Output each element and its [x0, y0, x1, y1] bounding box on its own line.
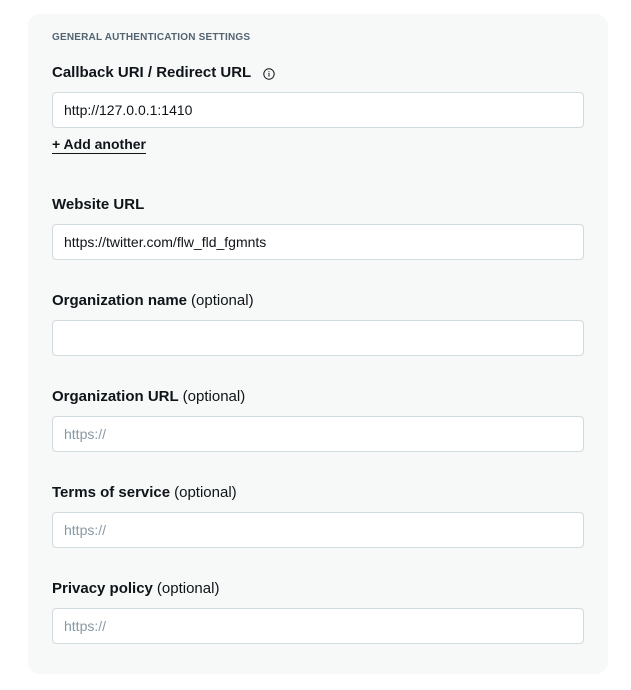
website-url-label: Website URL: [52, 196, 145, 213]
optional-tag: (optional): [182, 388, 246, 405]
privacy-policy-label-row: [52, 580, 219, 597]
privacy-policy-input[interactable]: [52, 608, 584, 644]
organization-name-input[interactable]: [52, 320, 584, 356]
section-title: GENERAL AUTHENTICATION SETTINGS: [52, 32, 251, 43]
optional-tag: (optional): [156, 580, 220, 597]
organization-url-label-row: [52, 388, 245, 405]
optional-tag: (optional): [174, 484, 237, 501]
website-url-input[interactable]: [52, 224, 584, 260]
organization-name-label-row: [52, 292, 254, 309]
organization-url-label: Organization URL: [52, 388, 179, 405]
callback-uri-label-row: [52, 64, 275, 81]
organization-url-input[interactable]: [52, 416, 584, 452]
callback-uri-input[interactable]: [52, 92, 584, 128]
terms-of-service-label-row: [52, 484, 237, 501]
organization-name-label: Organization name: [52, 292, 188, 309]
authentication-settings-panel: [28, 14, 608, 674]
website-url-label-row: [52, 196, 144, 213]
add-another-link[interactable]: + Add another: [52, 136, 146, 152]
callback-uri-label: Callback URI / Redirect URL: [52, 64, 252, 81]
terms-of-service-input[interactable]: [52, 512, 584, 548]
privacy-policy-label: Privacy policy: [52, 580, 153, 597]
terms-of-service-label: Terms of service: [52, 484, 171, 501]
info-circle-icon[interactable]: [263, 67, 275, 79]
optional-tag: (optional): [191, 292, 254, 309]
